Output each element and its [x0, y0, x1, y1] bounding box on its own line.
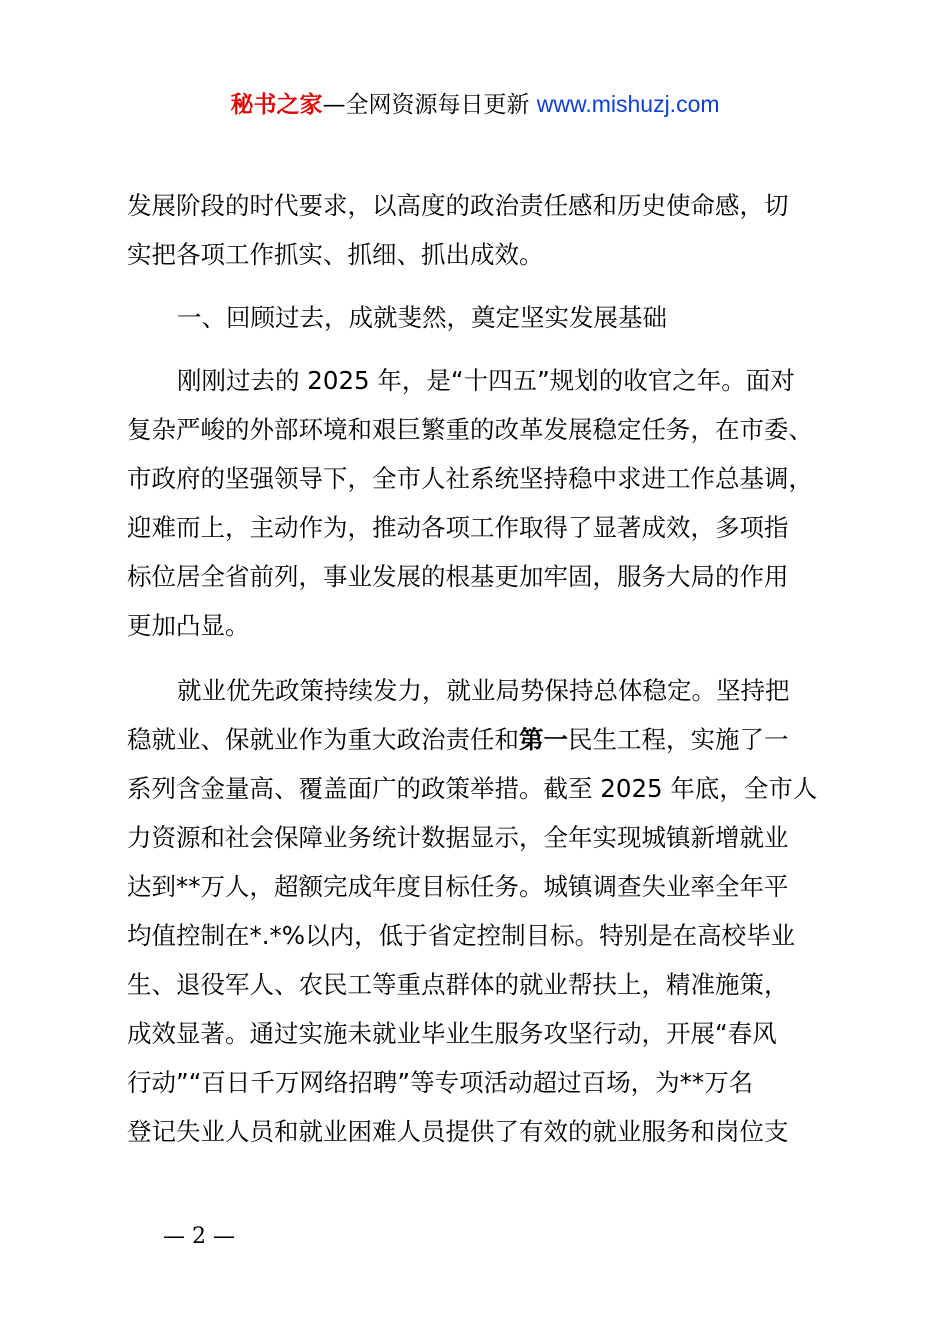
text-line: 发展阶段的时代要求，以高度的政治责任感和历史使命感，切 [127, 191, 789, 220]
section-heading-text: 一、回顾过去，成就斐然，奠定坚实发展基础 [177, 303, 667, 332]
text-line: 登记失业人员和就业困难人员提供了有效的就业服务和岗位支 [127, 1117, 789, 1146]
text-line: 标位居全省前列，事业发展的根基更加牢固，服务大局的作用 [127, 562, 789, 591]
text-line: 就业优先政策持续发力，就业局势保持总体稳定。坚持把 [177, 676, 790, 705]
paragraph-gap [127, 342, 862, 356]
paragraph-continued [127, 181, 862, 279]
paragraph-gap [127, 650, 862, 666]
document-body [127, 181, 862, 1156]
site-header [0, 88, 950, 121]
text-line: 力资源和社会保障业务统计数据显示，全年实现城镇新增就业 [127, 823, 789, 852]
text-segment: 民生工程，实施了一 [568, 725, 789, 754]
text-line [127, 715, 862, 764]
text-line: 更加凸显。 [127, 611, 250, 640]
paragraph-review [127, 356, 862, 650]
text-line: 迎难而上，主动作为，推动各项工作取得了显著成效，多项指 [127, 513, 789, 542]
text-segment: 稳就业、保就业作为重大政治责任和 [127, 725, 519, 754]
section-heading [127, 293, 862, 342]
text-line: 市政府的坚强领导下，全市人社系统坚持稳中求进工作总基调， [127, 464, 813, 493]
text-line: 复杂严峻的外部环境和艰巨繁重的改革发展稳定任务，在市委、 [127, 415, 813, 444]
text-line: 达到**万人，超额完成年度目标任务。城镇调查失业率全年平 [127, 872, 789, 901]
text-line: 系列含金量高、覆盖面广的政策举措。截至 2025 年底，全市人 [127, 774, 818, 803]
site-url-link[interactable]: www.mishuzj.com [536, 91, 720, 117]
text-line: 成效显著。通过实施未就业毕业生服务攻坚行动，开展“春风 [127, 1019, 777, 1048]
brand-name: 秘书之家 [230, 92, 323, 118]
text-line: 均值控制在*.*%以内，低于省定控制目标。特别是在高校毕业 [127, 921, 796, 950]
text-line: 刚刚过去的 2025 年，是“十四五”规划的收官之年。面对 [177, 366, 795, 395]
paragraph-gap [127, 279, 862, 293]
page-number: — 2 — [163, 1224, 235, 1249]
text-line: 生、退役军人、农民工等重点群体的就业帮扶上，精准施策， [127, 970, 789, 999]
text-line: 实把各项工作抓实、抓细、抓出成效。 [127, 240, 544, 269]
paragraph-employment [127, 666, 862, 1156]
header-slogan: —全网资源每日更新 [322, 92, 530, 118]
text-line: 行动”“百日千万网络招聘”等专项活动超过百场，为**万名 [127, 1068, 754, 1097]
bold-text-segment: 第一 [519, 725, 568, 754]
